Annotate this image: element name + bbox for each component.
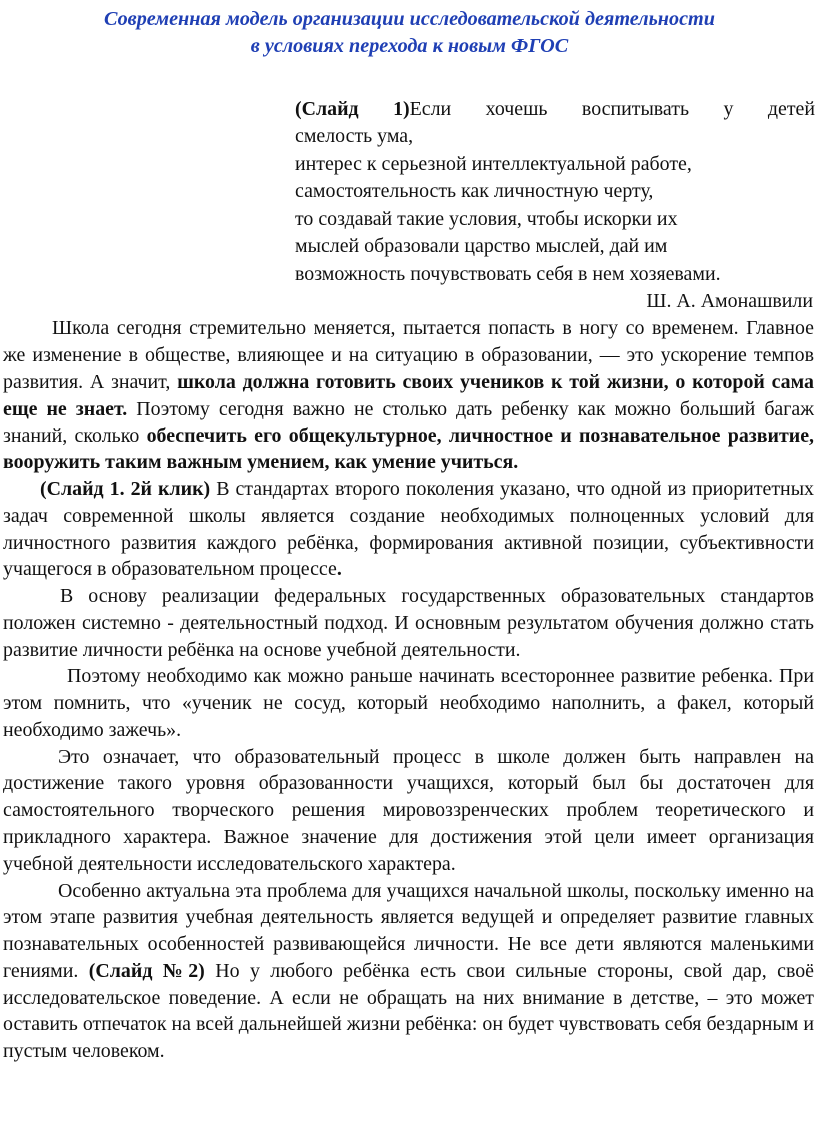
p2-end: .	[336, 558, 342, 581]
p6-slide-label: (Слайд №2)	[88, 959, 205, 982]
epigraph-line-1	[295, 96, 815, 123]
paragraph-4: Поэтому необходимо как можно раньше начинать всестороннее развитие ребенка. При этом помнить, что «ученик не сосуд, который необходимо наполнить, а факел, который необходимо зажечь».	[3, 665, 814, 741]
epigraph-line-6: мыслей образовали царство мыслей, дай им	[295, 235, 668, 258]
epigraph-line-5: то создавай такие условия, чтобы искорки их	[295, 207, 678, 230]
epigraph	[295, 96, 815, 316]
epigraph-author: Ш. А. Амонашвили	[646, 290, 813, 312]
epigraph-line-4: самостоятельность как личностную черту,	[295, 180, 654, 203]
title-line-1: Современная модель организации исследовательской деятельности	[103, 8, 715, 30]
p2-text: В стандартах второго поколения указано, что одной из приоритетных задач современной школы является создание необходимых полноценных условий для личностного развития каждого ребёнка, формирования активной позиции, субъективности учащегося в образовательном процессе	[3, 478, 814, 581]
p1-bold-b: школа должна готовить своих учеников к той жизни, о которой сама еще не знает.	[3, 371, 814, 420]
p2-slide-label: (Слайд 1. 2й клик)	[40, 478, 211, 501]
p1-text-a: Школа сегодня стремительно меняется, пытается попасть в ногу со временем. Главное же изменение в обществе, влияющее и на ситуацию в образовании, — это ускорение темпов развития. А значит,	[3, 317, 814, 393]
title-line-2: в условиях перехода к новым ФГОС	[250, 34, 569, 57]
epigraph-line-2: смелость ума,	[295, 125, 414, 148]
paragraph-6	[3, 878, 814, 1065]
p1-bold-d: обеспечить его общекультурное, личностное и познавательное развитие, вооружить таким важным умением, как умение учиться.	[3, 424, 814, 474]
paragraph-1	[3, 315, 814, 476]
p6-text-b: Но у любого ребёнка есть свои сильные стороны, свой дар, своё исследовательское поведение. А если не обращать на них внимание в детстве, – это может оставить отпечаток на всей дальнейшей жизни ребёнка: он будет чувствовать себя бездарным и пустым человеком.	[3, 959, 814, 1063]
epigraph-line-1-text: Если хочешь воспитывать у детей	[409, 97, 815, 120]
p1-text-c: Поэтому сегодня важно не столько дать ребенку как можно больший багаж знаний, сколько	[3, 397, 814, 447]
epigraph-line-3: интерес к серьезной интеллектуальной работе,	[295, 152, 692, 175]
p6-text-a: Особенно актуальна эта проблема для учащихся начальной школы, поскольку именно на этом этапе развития учебная деятельность является ведущей и определяет развитие главных познавательных особенностей развивающейся личности. Не все дети являются маленькими гениями.	[3, 879, 814, 982]
paragraph-2	[3, 476, 814, 583]
paragraph-3: В основу реализации федеральных государственных образовательных стандартов положен системно - деятельностный подход. И основным результатом обучения должно стать развитие личности ребёнка на основе учебной деятельности.	[3, 585, 814, 661]
document-title	[3, 6, 816, 60]
slide-label: (Слайд 1)	[295, 97, 410, 120]
epigraph-line-7: возможность почувствовать себя в нем хозяевами.	[295, 262, 721, 285]
paragraph-5: Это означает, что образовательный процесс в школе должен быть направлен на достижение такого уровня образованности учащихся, который был бы достаточен для самостоятельного творческого решения мировоззренческих проблем теоретического и прикладного характера. Важное значение для достижения этой цели имеет организация учебной деятельности исследовательского характера.	[3, 745, 814, 875]
